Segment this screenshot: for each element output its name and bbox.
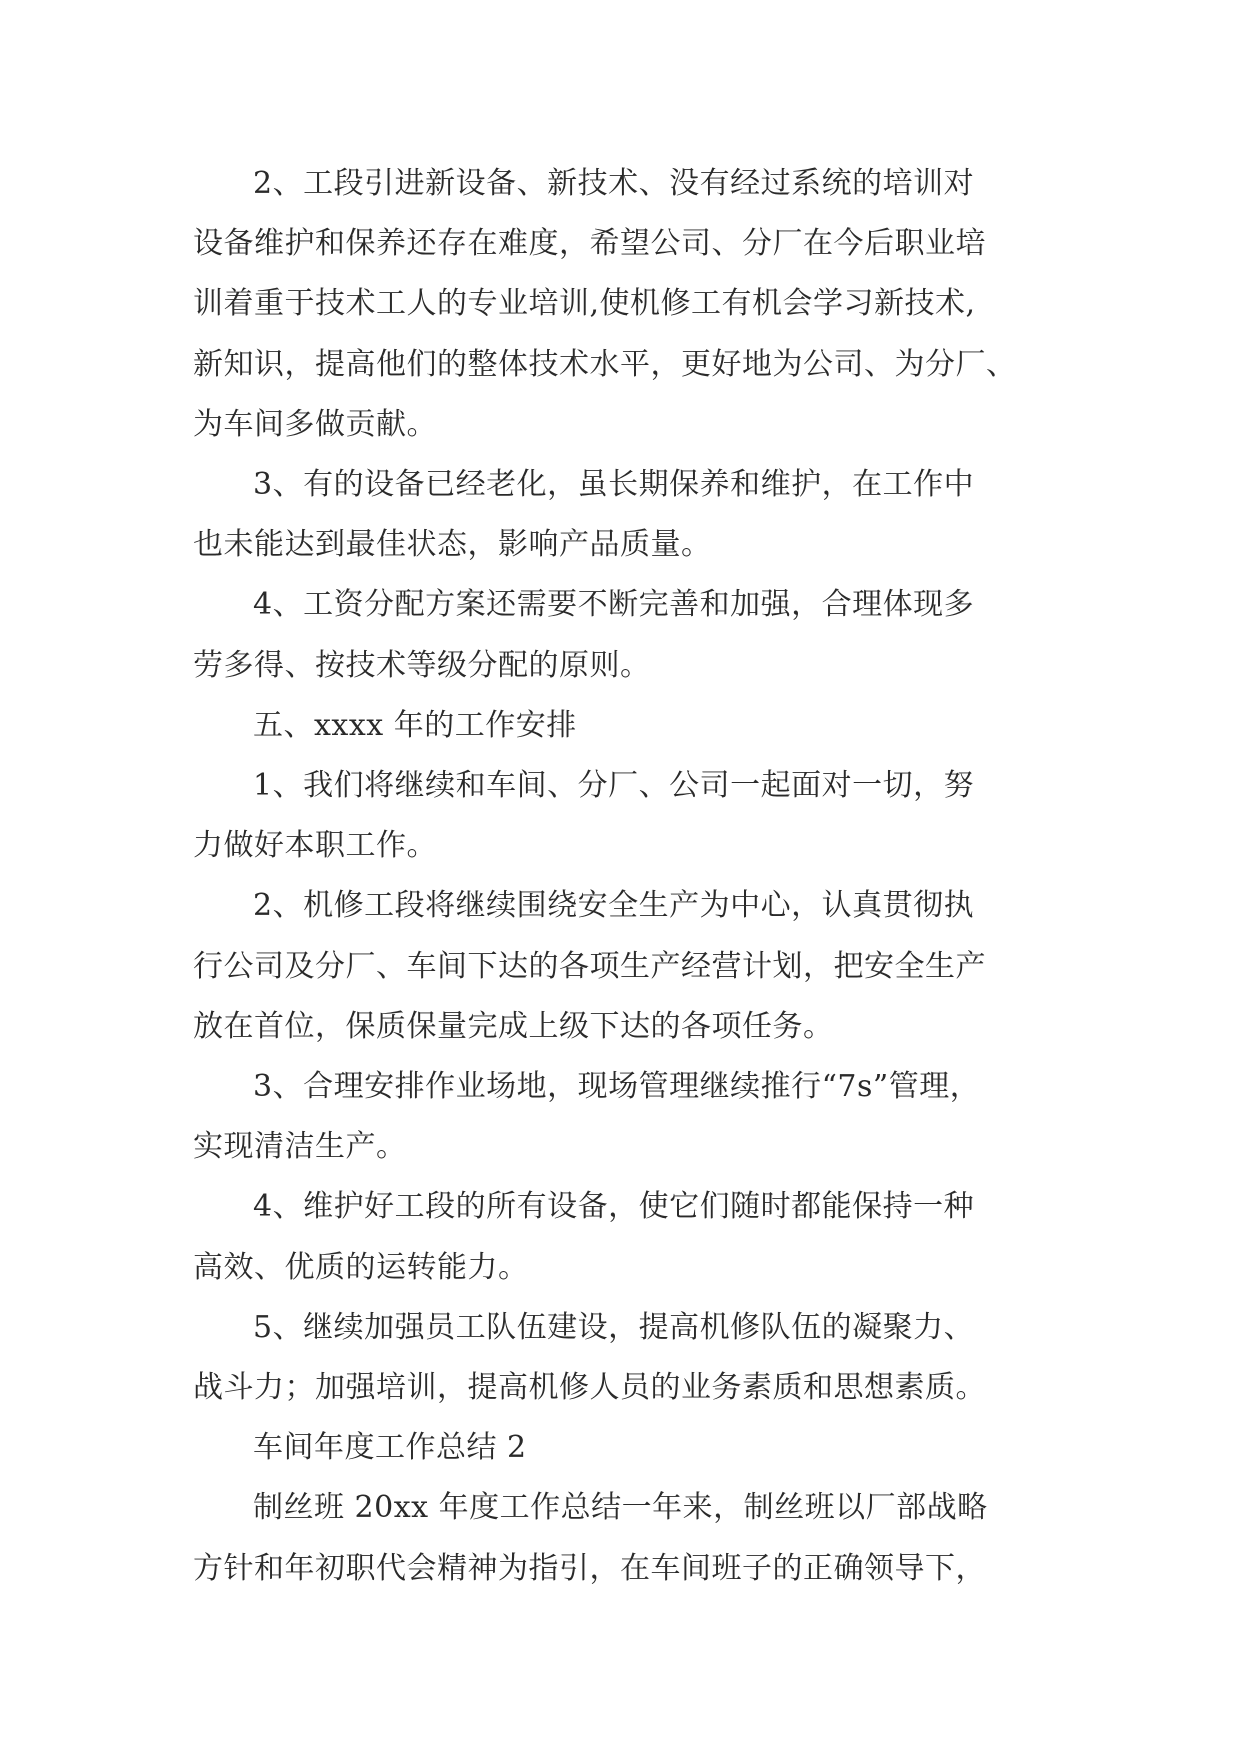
- document-body: [193, 154, 1073, 1599]
- paragraph-plan-1: 1、我们将继续和车间、分厂、公司一起面对一切，努 力做好本职工作。: [193, 768, 975, 864]
- section-heading-summary-2: 车间年度工作总结 2: [253, 1430, 527, 1466]
- paragraph-plan-2: 2、机修工段将继续围绕安全生产为中心，认真贯彻执 行公司及分厂、车间下达的各项生产经营计划，把安全生产 放在首位，保质保量完成上级下达的各项任务。: [193, 888, 986, 1044]
- paragraph-problem-3: 3、有的设备已经老化，虽长期保养和维护，在工作中 也未能达到最佳状态，影响产品质量。: [193, 467, 975, 563]
- paragraph-problem-2: 2、工段引进新设备、新技术、没有经过系统的培训对 设备维护和保养还存在难度，希望公司、分厂在今后职业培 训着重于技术工人的专业培训,使机修工有机会学习新技术, 新知识，提高他们的整体技术水平，更好地为公司、为分厂、 为车间多做贡献。: [193, 166, 1017, 442]
- section-heading-work-plan: 五、xxxx 年的工作安排: [253, 707, 577, 743]
- paragraph-plan-5: 5、继续加强员工队伍建设，提高机修队伍的凝聚力、 战斗力；加强培训，提高机修人员的业务素质和思想素质。: [193, 1309, 986, 1406]
- paragraph-plan-3: 3、合理安排作业场地，现场管理继续推行“7s”管理， 实现清洁生产。: [193, 1069, 981, 1165]
- paragraph-problem-4: 4、工资分配方案还需要不断完善和加强，合理体现多 劳多得、按技术等级分配的原则。: [193, 587, 975, 683]
- paragraph-summary-intro: 制丝班 20xx 年度工作总结一年来，制丝班以厂部战略 方针和年初职代会精神为指引，在车间班子的正确领导下，: [193, 1490, 988, 1586]
- paragraph-plan-4: 4、维护好工段的所有设备，使它们随时都能保持一种 高效、优质的运转能力。: [193, 1189, 975, 1285]
